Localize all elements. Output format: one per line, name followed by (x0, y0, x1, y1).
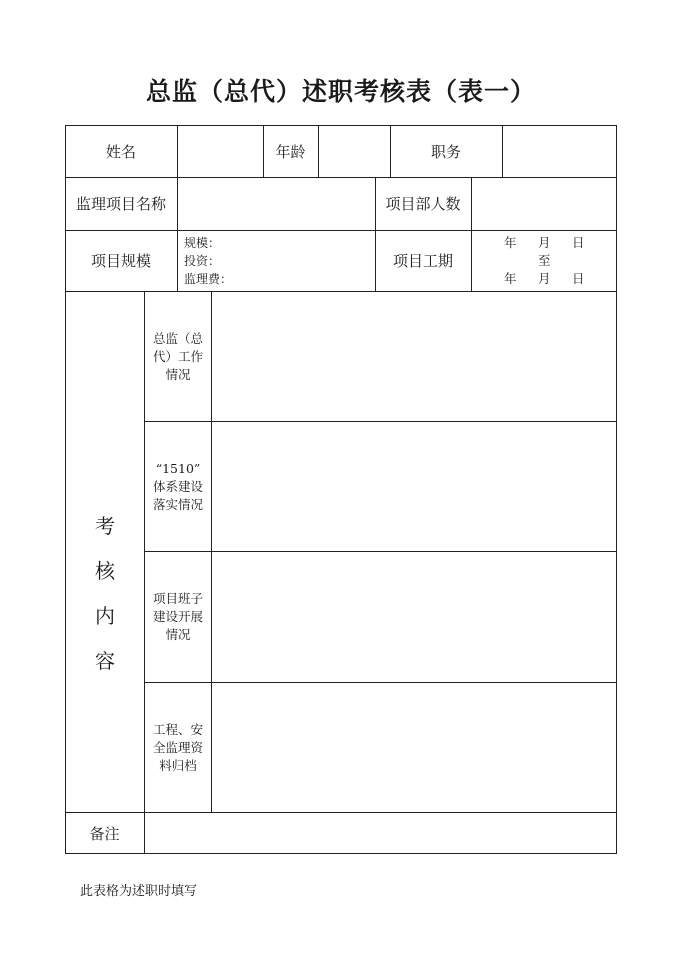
footer-note: 此表格为述职时填写 (80, 884, 198, 899)
start-month: 月 (538, 235, 551, 250)
assessment-item-content[interactable] (212, 292, 616, 421)
staff-count-label: 项目部人数 (385, 195, 461, 213)
section-char: 考 (95, 514, 115, 538)
assessment-item-label: 项目班子 建设开展 情况 (152, 591, 203, 642)
name-label: 姓名 (105, 142, 136, 161)
end-month: 月 (538, 271, 551, 286)
assessment-item-label: 工程、安 全监理资 料归档 (152, 721, 203, 773)
start-year: 年 (504, 235, 517, 250)
supervision-fee-field: 监理费： (184, 272, 233, 286)
end-year: 年 (504, 271, 517, 286)
project-scale-label: 项目规模 (90, 252, 151, 270)
position-label: 职务 (430, 142, 461, 161)
age-field[interactable] (319, 126, 389, 176)
end-day: 日 (572, 271, 585, 286)
age-label: 年龄 (275, 142, 306, 161)
assessment-item-label: 总监（总 代）工作 情况 (152, 330, 203, 382)
col-divider (177, 230, 178, 291)
project-name-label: 监理项目名称 (75, 195, 166, 213)
remarks-field[interactable] (145, 813, 616, 853)
date-to: 至 (538, 253, 551, 268)
assessment-item-label: “1510” 体系建设 落实情况 (152, 460, 203, 512)
position-field[interactable] (503, 126, 616, 176)
assessment-item-content[interactable] (212, 422, 616, 551)
section-char: 核 (95, 559, 115, 583)
project-duration-field[interactable] (472, 231, 616, 290)
assessment-item-content[interactable] (212, 683, 616, 812)
start-day: 日 (572, 235, 585, 250)
scale-field: 规模： (184, 236, 221, 250)
investment-field: 投资： (184, 254, 221, 268)
project-name-field[interactable] (178, 178, 374, 229)
assessment-item-content[interactable] (212, 552, 616, 682)
project-scale-fields[interactable] (184, 234, 232, 288)
page-title: 总监（总代）述职考核表（表一） (145, 77, 536, 106)
staff-count-field[interactable] (472, 178, 616, 229)
section-char: 容 (95, 649, 115, 673)
remarks-label: 备注 (89, 824, 120, 843)
project-duration-label: 项目工期 (392, 252, 453, 270)
section-char: 内 (95, 604, 115, 628)
name-field[interactable] (178, 126, 262, 176)
assessment-section-label (90, 504, 120, 684)
